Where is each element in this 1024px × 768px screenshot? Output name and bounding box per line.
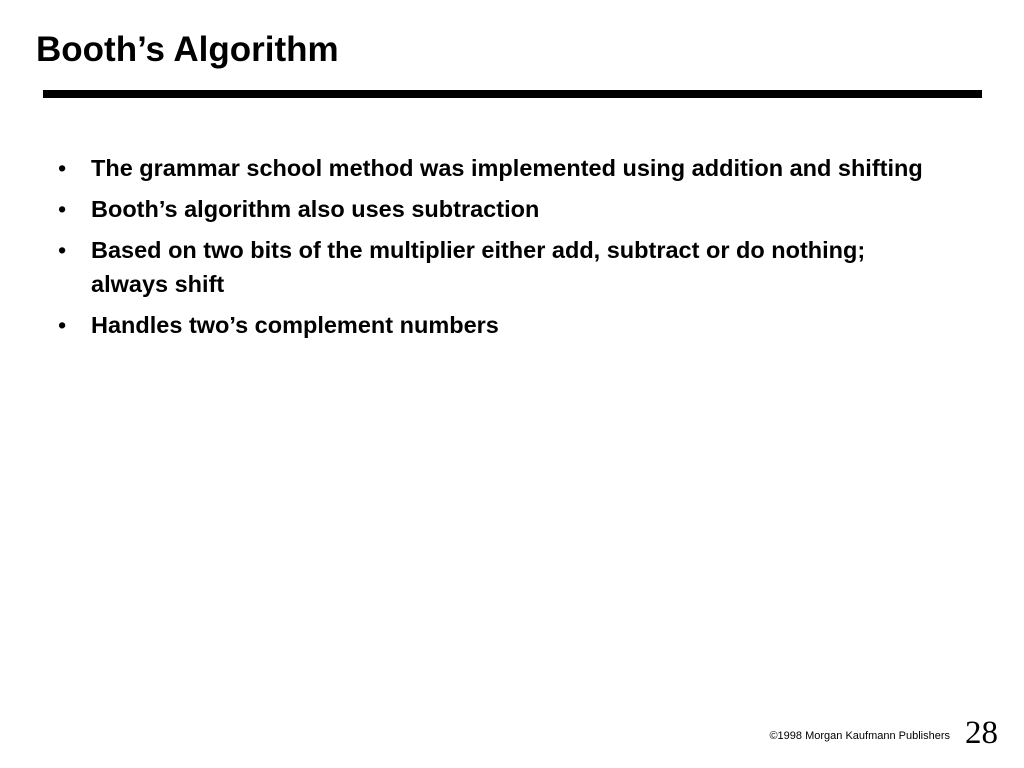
slide-title: Booth’s Algorithm [36,30,339,69]
bullet-icon: • [58,312,67,338]
bullet-icon: • [58,196,67,222]
bullet-item [58,308,938,342]
bullet-item [58,233,938,301]
bullet-icon: • [58,155,67,181]
title-underline [43,90,982,98]
bullet-text: Handles two’s complement numbers [91,312,499,338]
bullet-item [58,192,938,226]
bullet-icon: • [58,237,67,263]
bullet-text: The grammar school method was implemented using addition and shifting [91,155,923,181]
bullet-text: Based on two bits of the multiplier either add, subtract or do nothing; always shift [91,237,866,297]
copyright-notice: ©1998 Morgan Kaufmann Publishers [769,730,950,742]
bullet-text: Booth’s algorithm also uses subtraction [91,196,540,222]
bullet-list [58,151,938,349]
page-number: 28 [965,715,998,751]
bullet-item [58,151,938,185]
